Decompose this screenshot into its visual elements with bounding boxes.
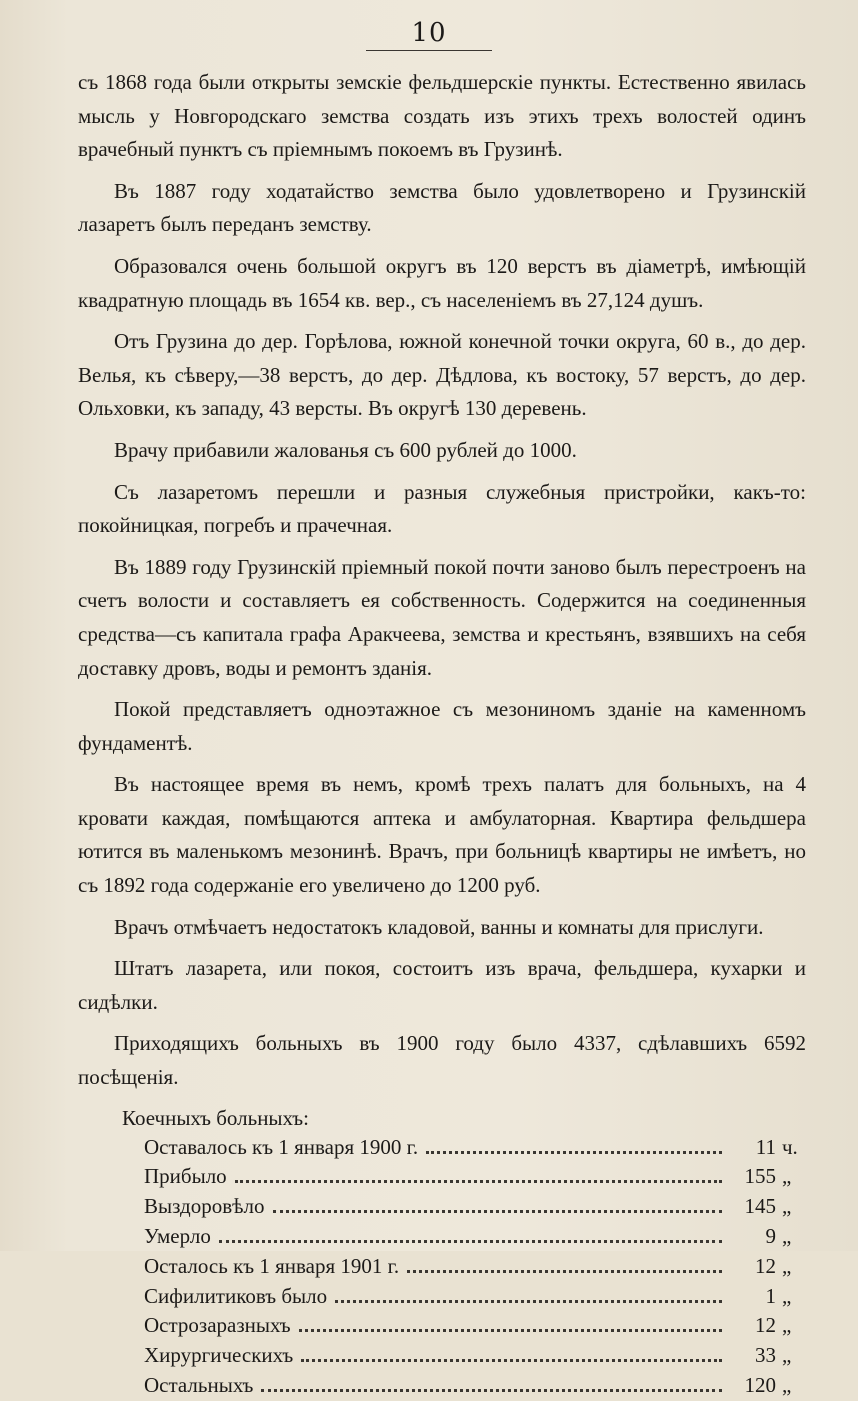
paragraph: Въ настоящее время въ немъ, кромѣ трехъ палатъ для больныхъ, на 4 кровати каждая, помѣщаются аптека и амбулаторная. Квартира фельдшера ютится въ маленькомъ мезонинѣ. Врачъ, при больницѣ квартиры не имѣетъ, но съ 1892 года содержанiе его увеличено до 1200 руб. bbox=[78, 772, 806, 898]
paragraph: Отъ Грузина до дер. Горѣлова, южной конечной точки округа, 60 в., до дер. Велья, къ сѣверу,—38 верстъ, до дер. Дѣдлова, къ востоку, 57 верстъ, до дер. Ольховки, къ западу, 43 версты. Въ округѣ 130 деревень. bbox=[78, 329, 806, 421]
stat-label: Прибыло bbox=[144, 1164, 227, 1189]
stat-value: 33 bbox=[755, 1343, 776, 1368]
dot-leader bbox=[273, 1210, 722, 1213]
paragraph: Приходящихъ больныхъ въ 1900 году было 4337, сдѣлавшихъ 6592 посѣщенiя. bbox=[78, 1031, 806, 1090]
stat-label: Сифилитиковъ было bbox=[144, 1283, 328, 1308]
stat-value: 12 bbox=[755, 1313, 776, 1338]
stat-unit: „ bbox=[782, 1224, 792, 1249]
stat-unit: ч. bbox=[782, 1134, 798, 1159]
stat-row bbox=[78, 1222, 806, 1252]
dot-leader bbox=[299, 1329, 722, 1332]
stat-row bbox=[78, 1371, 806, 1401]
stat-row bbox=[78, 1133, 806, 1163]
stat-row bbox=[78, 1341, 806, 1371]
stat-row bbox=[78, 1311, 806, 1341]
stat-label: Осталось къ 1 января 1901 г. bbox=[144, 1253, 400, 1278]
stat-row bbox=[78, 1252, 806, 1282]
paragraph: Въ 1889 году Грузинскiй прiемный покой почти заново былъ перестроенъ на счетъ волости и составляетъ ея собственность. Содержится на соединенныя средства—съ капитала графа Аракчеева, земства и крестьянъ, взявшихъ на себя доставку дровъ, воды и ремонтъ зданiя. bbox=[78, 554, 806, 680]
body-text bbox=[78, 66, 806, 1401]
stat-label: Выздоровѣло bbox=[144, 1194, 265, 1219]
stat-unit: „ bbox=[782, 1373, 792, 1397]
stat-value: 155 bbox=[744, 1164, 776, 1189]
stat-value: 145 bbox=[744, 1194, 776, 1219]
stat-label: Умерло bbox=[144, 1224, 211, 1249]
stat-label: Остальныхъ bbox=[144, 1373, 254, 1397]
stat-row bbox=[78, 1282, 806, 1312]
stat-value: 12 bbox=[755, 1253, 776, 1278]
page-number: 10 bbox=[411, 18, 447, 48]
paragraph: Врачу прибавили жалованья съ 600 рублей до 1000. bbox=[114, 437, 577, 462]
dot-leader bbox=[426, 1151, 722, 1154]
stat-value: 11 bbox=[755, 1134, 776, 1159]
header-rule bbox=[366, 50, 492, 51]
dot-leader bbox=[261, 1389, 722, 1392]
dot-leader bbox=[301, 1359, 722, 1362]
stat-row bbox=[78, 1162, 806, 1192]
paragraph: Въ 1887 году ходатайство земства было удовлетворено и Грузинскiй лазаретъ былъ переданъ земству. bbox=[78, 178, 806, 237]
paragraph: Врачъ отмѣчаетъ недостатокъ кладовой, ванны и комнаты для прислуги. bbox=[114, 914, 764, 939]
stat-unit: „ bbox=[782, 1313, 792, 1338]
dot-leader bbox=[407, 1270, 722, 1273]
stat-unit: „ bbox=[782, 1194, 792, 1219]
stat-label: Оставалось къ 1 января 1900 г. bbox=[144, 1134, 419, 1159]
paragraph: Покой представляетъ одноэтажное съ мезониномъ зданiе на каменномъ фундаментѣ. bbox=[78, 697, 806, 755]
paragraph: Образовался очень большой округъ въ 120 верстъ въ дiаметрѣ, имѣющiй квадратную площадь въ 1654 кв. вер., съ населенiемъ въ 27,124 душъ. bbox=[78, 253, 806, 312]
paragraph: Съ лазаретомъ перешли и разныя служебныя пристройки, какъ-то: покойницкая, погребъ и прачечная. bbox=[78, 479, 806, 538]
stats-heading: Коечныхъ больныхъ: bbox=[122, 1105, 309, 1130]
dot-leader bbox=[219, 1240, 722, 1243]
stat-unit: „ bbox=[782, 1343, 792, 1368]
stats-list bbox=[78, 1133, 806, 1401]
paragraph: съ 1868 года были открыты земскiе фельдшерскiе пункты. Естественно явилась мысль у Новгородскаго земства создать изъ этихъ трехъ волостей одинъ врачебный пунктъ съ прiемнымъ покоемъ въ Грузинѣ. bbox=[78, 70, 806, 162]
stat-row bbox=[78, 1192, 806, 1222]
stat-unit: „ bbox=[782, 1164, 792, 1189]
stat-unit: „ bbox=[782, 1253, 792, 1278]
stat-value: 120 bbox=[744, 1373, 776, 1397]
dot-leader bbox=[335, 1300, 722, 1303]
stat-value: 9 bbox=[765, 1224, 776, 1249]
stat-label: Хирургическихъ bbox=[144, 1343, 294, 1368]
stat-unit: „ bbox=[782, 1283, 792, 1308]
stat-value: 1 bbox=[765, 1283, 776, 1308]
dot-leader bbox=[235, 1180, 722, 1183]
paragraph: Штатъ лазарета, или покоя, состоитъ изъ врача, фельдшера, кухарки и сидѣлки. bbox=[78, 956, 806, 1014]
stat-label: Острозаразныхъ bbox=[144, 1313, 291, 1338]
